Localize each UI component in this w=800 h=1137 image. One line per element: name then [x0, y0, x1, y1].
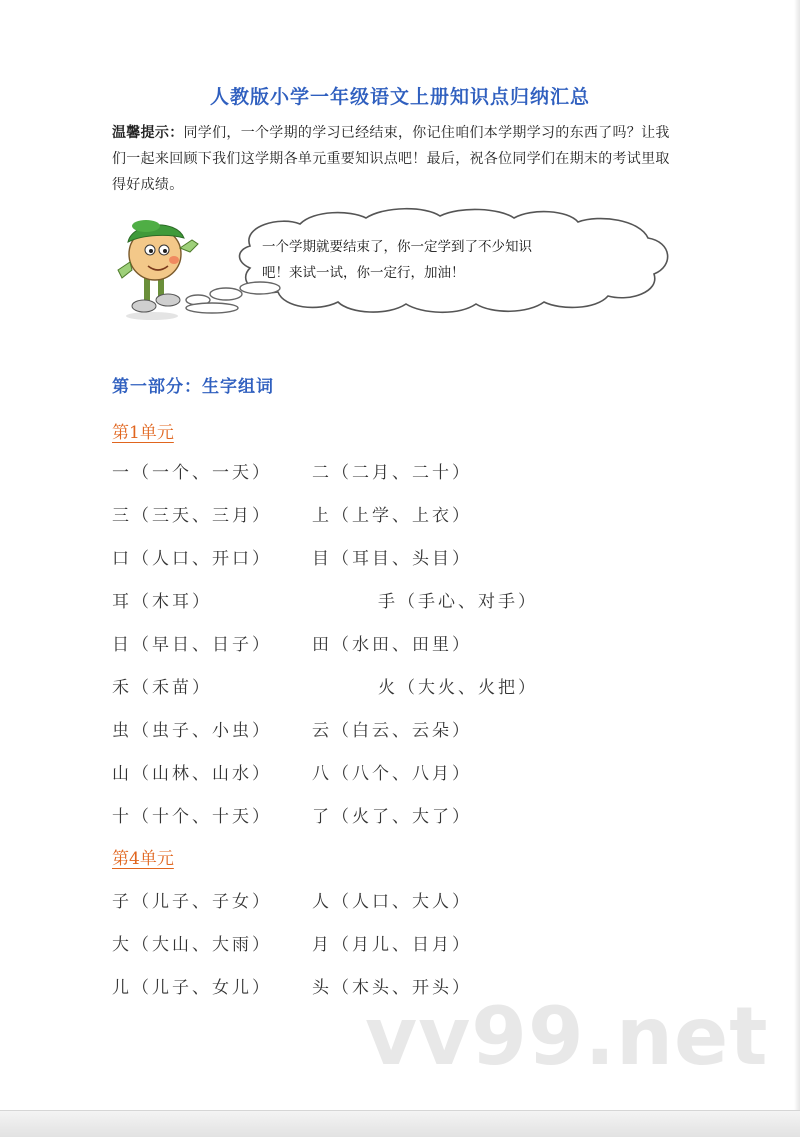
speech-bubble-text: [262, 234, 582, 286]
cartoon-character: [118, 220, 198, 320]
word-entry: 禾（禾苗）: [112, 678, 212, 698]
word-entry: 耳（木耳）: [112, 592, 212, 612]
word-entry: 了（火了、大了）: [312, 807, 472, 827]
word-entry: 八（八个、八月）: [312, 764, 472, 784]
viewer-bottom-bar: [0, 1110, 800, 1137]
word-entry: 口（人口、开口）: [112, 549, 272, 569]
watermark: vv99.net: [365, 990, 769, 1083]
unit-4-heading: 第4单元: [112, 849, 174, 869]
word-entry: 二（二月、二十）: [312, 463, 472, 483]
unit-1-heading: 第1单元: [112, 423, 174, 443]
word-entry: 大（大山、大雨）: [112, 935, 272, 955]
tip-text: 同学们，一个学期的学习已经结束，你记住咱们本学期学习的东西了吗？让我们一起来回顾下我们这学期各单元重要知识点吧！最后，祝各位同学们在期末的考试里取得好成绩。: [112, 125, 670, 193]
word-entry: 人（人口、大人）: [312, 892, 472, 912]
word-entry: 一（一个、一天）: [112, 463, 272, 483]
word-entry: 日（早日、日子）: [112, 635, 272, 655]
tip-label: 温馨提示：: [112, 125, 184, 141]
word-entry: 月（月儿、日月）: [312, 935, 472, 955]
word-entry: 儿（儿子、女儿）: [112, 978, 272, 998]
word-entry: 山（山林、山水）: [112, 764, 272, 784]
page-title: 人教版小学一年级语文上册知识点归纳汇总: [209, 86, 590, 108]
word-entry: 田（水田、田里）: [312, 635, 472, 655]
thought-dots: [186, 282, 280, 313]
word-entry: 上（上学、上衣）: [312, 506, 472, 526]
word-entry: 目（耳目、头目）: [312, 549, 472, 569]
word-entry: 头（木头、开头）: [312, 978, 472, 998]
word-entry: 子（儿子、子女）: [112, 892, 272, 912]
page-edge: [794, 0, 800, 1137]
tip-paragraph: [112, 120, 672, 198]
word-entry: 虫（虫子、小虫）: [112, 721, 272, 741]
bubble-line-2: 吧！来试一试，你一定行，加油！: [262, 265, 465, 281]
section-heading: 第一部分：生字组词: [112, 377, 274, 397]
word-entry: 三（三天、三月）: [112, 506, 272, 526]
word-entry: 火（大火、火把）: [378, 678, 538, 698]
bubble-line-1: 一个学期就要结束了，你一定学到了不少知识: [262, 239, 532, 255]
word-entry: 十（十个、十天）: [112, 807, 272, 827]
word-entry: 手（手心、对手）: [378, 592, 538, 612]
word-entry: 云（白云、云朵）: [312, 721, 472, 741]
